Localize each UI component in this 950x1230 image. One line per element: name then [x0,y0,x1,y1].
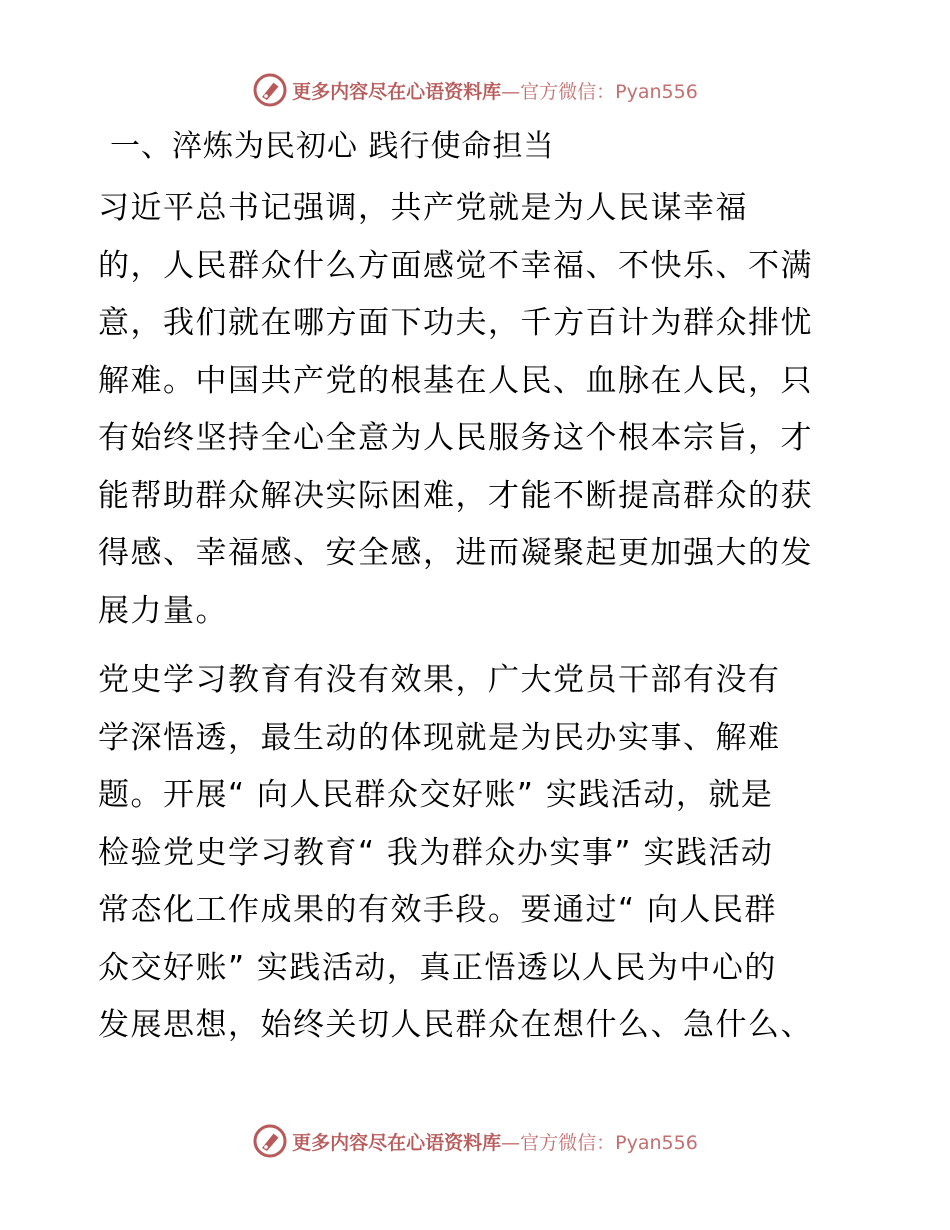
footer-contact-text: —官方微信：Pyan556 [501,1131,698,1154]
text-line: 众交好账” 实践活动，真正悟透以人民为中心的 [98,949,777,986]
pen-nib-logo-icon [252,1123,288,1159]
footer-brand-text: 更多内容尽在心语资料库 [292,1131,502,1154]
footer-watermark [0,1121,950,1161]
text-line: 检验党史学习教育“ 我为群众办实事” 实践活动 [98,834,774,871]
pen-nib-logo-icon [252,72,288,108]
text-line: 题。开展“ 向人民群众交好账” 实践活动，就是 [98,777,774,813]
text-line: 发展思想，始终关切人民群众在想什么、急什么、 [98,1007,813,1043]
document-body [98,118,850,1067]
text-line: 展力量。 [98,592,228,629]
paragraph-1 [98,180,850,640]
text-line: 的，人民群众什么方面感觉不幸福、不快乐、不满 [98,247,813,284]
text-line: 常态化工作成果的有效手段。要通过“ 向人民群 [98,892,777,928]
section-heading: 一、淬炼为民初心 践行使命担当 [110,129,555,164]
header-watermark [0,70,950,110]
header-brand-text: 更多内容尽在心语资料库 [292,80,502,103]
text-line: 能帮助群众解决实际困难，才能不断提高群众的获 [98,477,813,514]
text-line: 习近平总书记强调，共产党就是为人民谋幸福 [98,190,748,226]
text-line: 有始终坚持全心全意为人民服务这个根本宗旨，才 [98,420,813,456]
text-line: 解难。中国共产党的根基在人民、血脉在人民，只 [98,362,813,399]
header-contact-text: —官方微信：Pyan556 [501,80,698,103]
text-line: 学深悟透，最生动的体现就是为民办实事、解难 [98,719,781,756]
paragraph-2 [98,652,850,1055]
text-line: 得感、幸福感、安全感，进而凝聚起更加强大的发 [98,535,813,571]
text-line: 党史学习教育有没有效果，广大党员干部有没有 [98,662,781,698]
text-line: 意，我们就在哪方面下功夫，千方百计为群众排忧 [98,305,813,341]
